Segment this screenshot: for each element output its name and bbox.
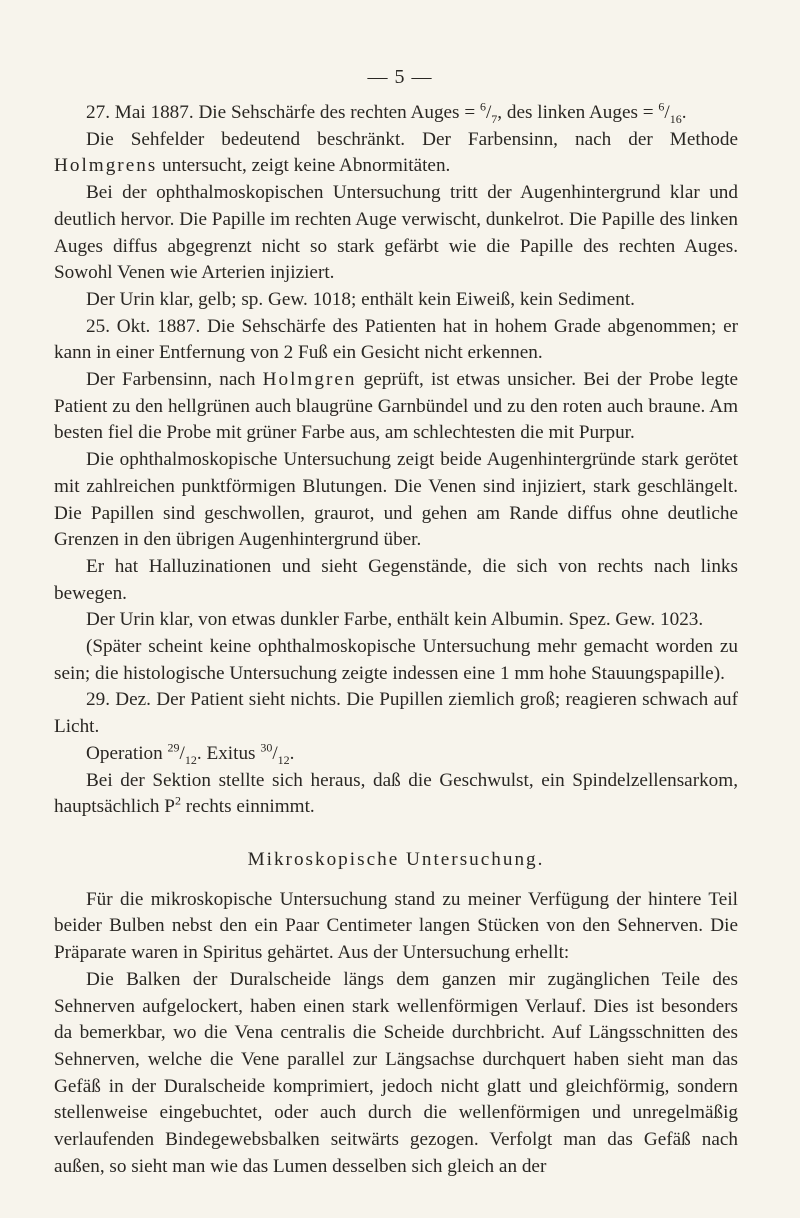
fraction-numerator: 6 — [479, 99, 486, 114]
text-run: . — [681, 102, 687, 123]
fraction-denominator: 12 — [184, 752, 197, 767]
section-heading: Mikroskopische Untersuchung. — [247, 848, 545, 870]
fraction-left-eye: $^6/_{16}$ — [658, 99, 682, 126]
fraction-right-eye: $^6/_7$ — [479, 99, 498, 126]
fraction-denominator: 7 — [491, 111, 498, 126]
paragraph-ophthalmoscopy-1: Bei der ophthalmoskopischen Untersuchung tritt der Augenhintergrund klar und deutlich hervor. Die Papille im rechten Auge verwischt, dunkelrot. Die Papille des linken Auges diffus abgegrenzt nicht so stark gefärbt wie die Papille des rechten Auges. Sowohl Venen wie Arterien injiziert. — [54, 182, 738, 284]
paragraph-color-sense — [54, 367, 738, 447]
paragraph-visual-fields — [54, 127, 738, 180]
paragraph-autopsy — [54, 768, 738, 821]
paragraph-operation — [54, 741, 738, 768]
fraction-operation-date: $^{29}/_{12}$ — [167, 740, 197, 767]
text-run: rechts einnimmt. — [180, 796, 315, 818]
paragraph-later-note: (Später scheint keine ophthalmoskopische Untersuchung mehr gemacht worden zu sein; die histologische Untersuchung zeigte indessen eine 1 mm hohe Stauungspapille). — [54, 636, 738, 684]
page-number: — 5 — — [367, 66, 433, 88]
text-run: untersucht, zeigt keine Abnormitäten. — [157, 155, 451, 177]
text-run: . Exitus — [196, 742, 261, 764]
paragraph-entry-october: 25. Okt. 1887. Die Sehschärfe des Patienten hat in hohem Grade abgenommen; er kann in einer Entfernung von 2 Fuß ein Gesicht nicht erkennen. — [54, 315, 738, 364]
text-run: geprüft, ist etwas unsicher. Bei der Probe legte Patient zu den hellgrünen auch blaugrüne Garnbündel und zu den roten auch braune. Am besten fiel die Probe mit grüner Farbe aus, am schlechtesten die mit Purpur. — [54, 369, 738, 444]
text-run: Die Sehfelder bedeutend beschränkt. Der Farbensinn, nach der Methode — [86, 128, 738, 150]
spaced-name: Holmgren — [262, 369, 357, 391]
paragraph-hallucinations: Er hat Halluzinationen und sieht Gegenstände, die sich von rechts nach links bewegen. — [54, 555, 738, 604]
spaced-name: Holmgrens — [54, 155, 158, 177]
fraction-numerator: 30 — [260, 740, 273, 755]
paragraph-urine-1: Der Urin klar, gelb; sp. Gew. 1018; enthält kein Eiweiß, kein Sediment. — [86, 288, 635, 310]
paragraph-material: Für die mikroskopische Untersuchung stand zu meiner Verfügung der hintere Teil beider Bulben nebst den ein Paar Centimeter langen Stücken von den Sehnerven. Die Präparate waren in Spiritus gehärtet. Aus der Untersuchung erhellt: — [54, 888, 738, 964]
text-run: Operation — [86, 742, 168, 764]
text-run: , des linken Auges = — [497, 102, 659, 123]
paragraph-entry-december: 29. Dez. Der Patient sieht nichts. Die Pupillen ziemlich groß; reagieren schwach auf Licht. — [54, 689, 738, 738]
text-run: Der Farbensinn, nach — [86, 369, 263, 391]
fraction-numerator: 6 — [658, 99, 665, 114]
paragraph-entry-may — [54, 100, 738, 127]
paragraph-urine-2: Der Urin klar, von etwas dunkler Farbe, enthält kein Albumin. Spez. Gew. 1023. — [86, 609, 704, 631]
text-run: 27. Mai 1887. Die Sehschärfe des rechten Auges = — [86, 102, 480, 123]
superscript: 2 — [174, 793, 181, 808]
text-run: Bei der Sektion stellte sich heraus, daß die Geschwulst, ein Spindelzellensarkom, hauptsächlich P — [54, 769, 738, 818]
paragraph-ophthalmoscopy-2: Die ophthalmoskopische Untersuchung zeigt beide Augenhintergründe stark gerötet mit zahlreichen punktförmigen Blutungen. Die Venen sind injiziert, stark geschlängelt. Die Papillen sind geschwollen, graurot, und gehen am Rande diffus ohne deutliche Grenzen in den übrigen Augenhintergrund über. — [54, 449, 738, 551]
fraction-numerator: 29 — [167, 740, 180, 755]
fraction-denominator: 12 — [277, 752, 290, 767]
paragraph-dural-sheath: Die Balken der Duralscheide längs dem ganzen mir zugänglichen Teile des Sehnerven aufgelockert, haben einen stark wellenförmigen Verlauf. Dies ist besonders da bemerkbar, wo die Vena centralis die Scheide durchbricht. Auf Längsschnitten des Sehnerven, welche die Vene parallel zur Längsachse durchquert haben sieht man das Gefäß in der Duralscheide komprimiert, jedoch nicht glatt und gleichförmig, sondern stellenweise eingebuchtet, oder auch durch die wellenförmigen und unregelmäßig verlaufenden Bindegewebsbalken seitwärts gezogen. Verfolgt man das Gefäß nach außen, so sieht man wie das Lumen desselben sich gleich an der — [54, 968, 738, 1177]
text-run: . — [289, 742, 295, 764]
fraction-exitus-date: $^{30}/_{12}$ — [260, 740, 290, 767]
body-text — [54, 100, 738, 1180]
fraction-denominator: 16 — [669, 111, 682, 126]
